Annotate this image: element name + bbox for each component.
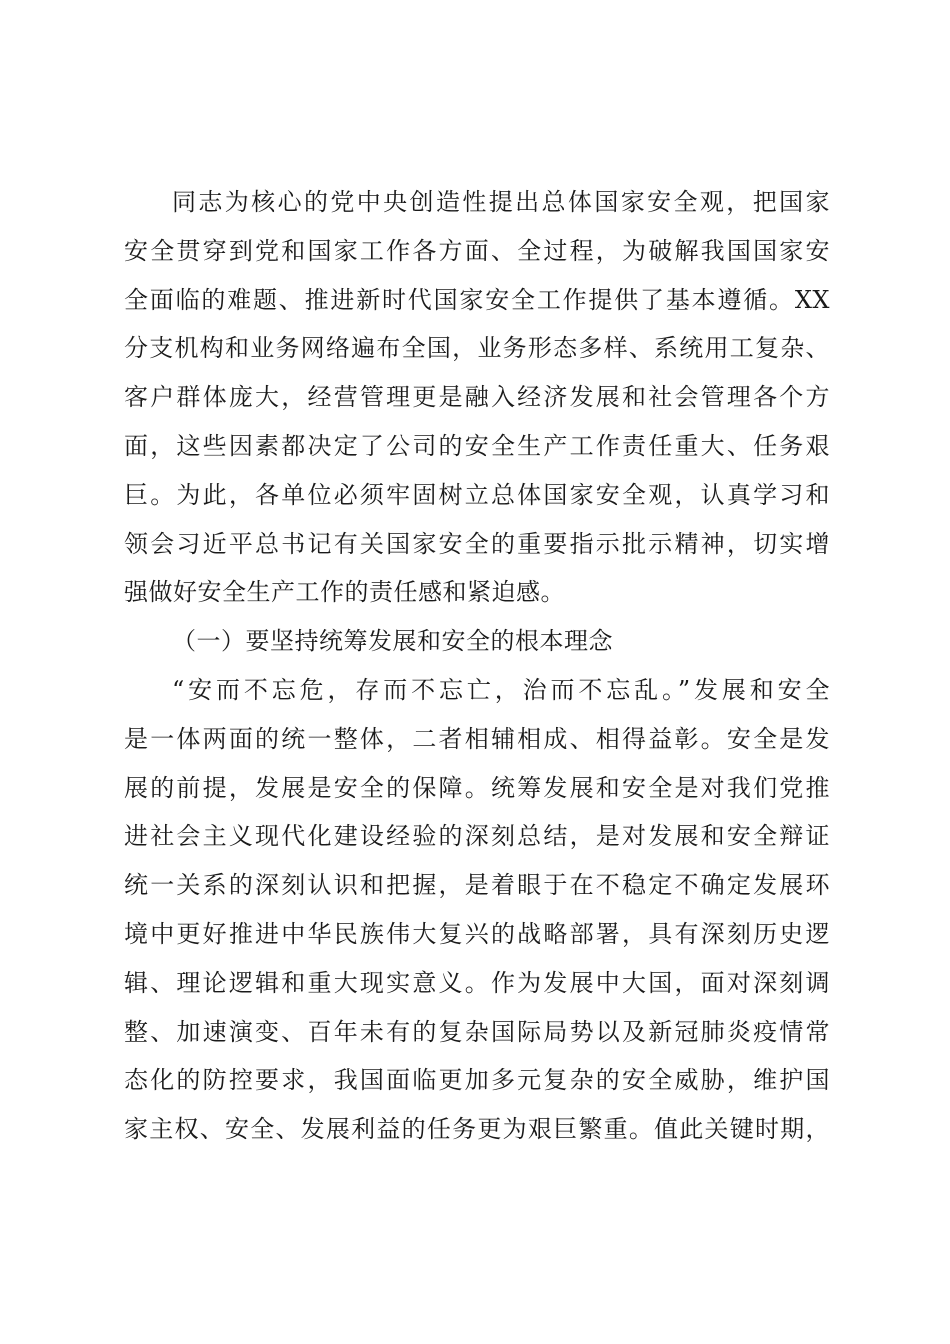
- text-line: 巨。为此，各单位必须牢固树立总体国家安全观，认真学习和: [124, 480, 830, 509]
- text-line: 领会习近平总书记有关国家安全的重要指示批示精神，切实增: [124, 529, 830, 558]
- text-line: “安而不忘危，存而不忘亡，治而不忘乱。”发展和安全: [172, 675, 830, 704]
- text-line: 统一关系的深刻认识和把握，是着眼于在不稳定不确定发展环: [124, 871, 830, 900]
- section-heading: （一）要坚持统筹发展和安全的根本理念: [172, 627, 613, 656]
- text-line: 全面临的难题、推进新时代国家安全工作提供了基本遵循。XX: [124, 285, 830, 314]
- text-line: 客户群体庞大，经营管理更是融入经济发展和社会管理各个方: [124, 383, 830, 412]
- text-line: 态化的防控要求，我国面临更加多元复杂的安全威胁，维护国: [124, 1066, 830, 1095]
- text-line: 强做好安全生产工作的责任感和紧迫感。: [124, 578, 565, 607]
- document-body: [124, 178, 830, 1154]
- text-line: 进社会主义现代化建设经验的深刻总结，是对发展和安全辩证: [124, 822, 830, 851]
- text-line: 同志为核心的党中央创造性提出总体国家安全观，把国家: [172, 188, 830, 216]
- text-line: 辑、理论逻辑和重大现实意义。作为发展中大国，面对深刻调: [124, 968, 830, 997]
- text-line: 境中更好推进中华民族伟大复兴的战略部署，具有深刻历史逻: [124, 919, 830, 948]
- text-line: 安全贯穿到党和国家工作各方面、全过程，为破解我国国家安: [124, 236, 830, 265]
- text-line: 家主权、安全、发展利益的任务更为艰巨繁重。值此关键时期，: [124, 1115, 830, 1144]
- text-line: 展的前提，发展是安全的保障。统筹发展和安全是对我们党推: [124, 773, 830, 802]
- paragraph-2: [124, 666, 830, 1154]
- paragraph-1: [124, 178, 830, 617]
- text-line: 是一体两面的统一整体，二者相辅相成、相得益彰。安全是发: [124, 724, 830, 753]
- text-line: 面，这些因素都决定了公司的安全生产工作责任重大、任务艰: [124, 431, 830, 460]
- text-line: 分支机构和业务网络遍布全国，业务形态多样、系统用工复杂、: [124, 334, 830, 363]
- text-line: 整、加速演变、百年未有的复杂国际局势以及新冠肺炎疫情常: [124, 1017, 830, 1046]
